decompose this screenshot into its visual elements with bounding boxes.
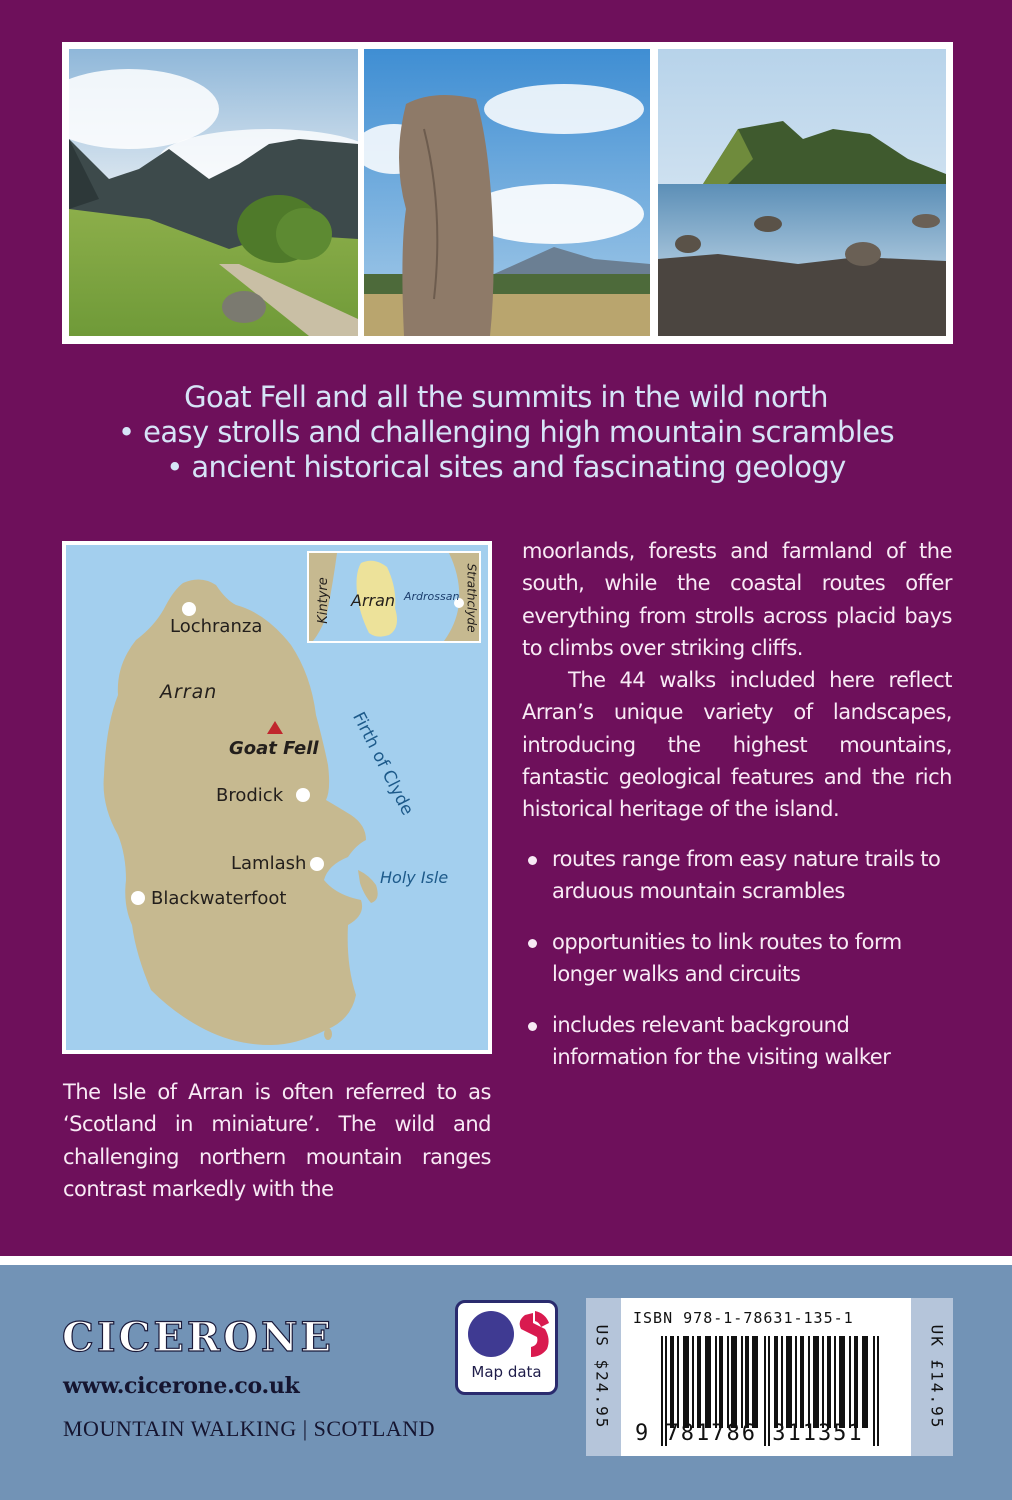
holy-isle-photo [658, 49, 946, 336]
description-right [522, 535, 952, 826]
paragraph-intro: The Isle of Arran is often referred to as ‘Scotland in miniature’. The wild and challenging northern mountain ranges contrast markedly with the [63, 1080, 491, 1201]
inset-label-kintyre: Kintyre [315, 577, 331, 624]
label-firth-of-clyde: Firth of Clyde [348, 709, 418, 819]
photo-strip [62, 42, 953, 344]
town-marker-blackwaterfoot [131, 891, 145, 905]
label-blackwaterfoot: Blackwaterfoot [151, 888, 287, 909]
tagline-line-2: • easy strolls and challenging high mountain scrambles [117, 415, 895, 449]
town-marker-lochranza [182, 602, 196, 616]
label-brodick: Brodick [216, 785, 284, 806]
category-label: MOUNTAIN WALKING | SCOTLAND [63, 1416, 435, 1441]
label-holy-isle: Holy Isle [380, 868, 449, 887]
label-lamlash: Lamlash [231, 853, 307, 874]
bullet-item: opportunities to link routes to form longer walks and circuits [522, 926, 962, 990]
glen-path-photo [69, 49, 358, 336]
inset-label-ardrossan: Ardrossan [404, 590, 460, 603]
tagline [0, 380, 1012, 485]
os-s-icon [513, 1309, 553, 1359]
paragraph-walks: The 44 walks included here reflect Arran’s unique variety of landscapes, introducing the highest mountains, fantastic geological features and the rich historical heritage of the island. [522, 668, 952, 822]
description-left [63, 1076, 491, 1205]
feature-bullets [522, 843, 962, 1092]
arran-map [62, 541, 492, 1054]
isbn-label: ISBN 978-1-78631-135-1 [633, 1309, 854, 1327]
barcode-digits: 9 781786 311351 [635, 1421, 864, 1446]
standing-stone-photo [364, 49, 650, 336]
inset-label-arran: Arran [351, 591, 396, 610]
town-marker-brodick [296, 788, 310, 802]
bullet-item: includes relevant background information for the visiting walker [522, 1009, 962, 1073]
cicerone-logo: CICERONE [62, 1314, 335, 1361]
os-badge-label: Map data [471, 1363, 542, 1381]
location-inset-map [307, 551, 481, 643]
divider-stripe [0, 1256, 1012, 1265]
price-us: US $24.95 [592, 1324, 612, 1430]
label-arran: Arran [160, 681, 218, 703]
label-goat-fell: Goat Fell [229, 738, 319, 759]
label-lochranza: Lochranza [170, 616, 263, 637]
barcode-block [586, 1298, 953, 1456]
town-marker-lamlash [310, 857, 324, 871]
tagline-line-3: • ancient historical sites and fascinating geology [166, 450, 846, 484]
bullet-item: routes range from easy nature trails to arduous mountain scrambles [522, 843, 962, 907]
paragraph-continuation: moorlands, forests and farmland of the south, while the coastal routes offer everything from strolls across placid bays to climbs over striking cliffs. [522, 539, 952, 660]
os-circle-icon [468, 1311, 514, 1357]
os-map-data-badge [455, 1300, 558, 1395]
price-uk: UK £14.95 [927, 1324, 947, 1430]
inset-label-strathclyde: Strathclyde [464, 563, 479, 633]
publisher-url[interactable]: www.cicerone.co.uk [63, 1373, 300, 1399]
tagline-line-1: Goat Fell and all the summits in the wild north [184, 380, 828, 414]
